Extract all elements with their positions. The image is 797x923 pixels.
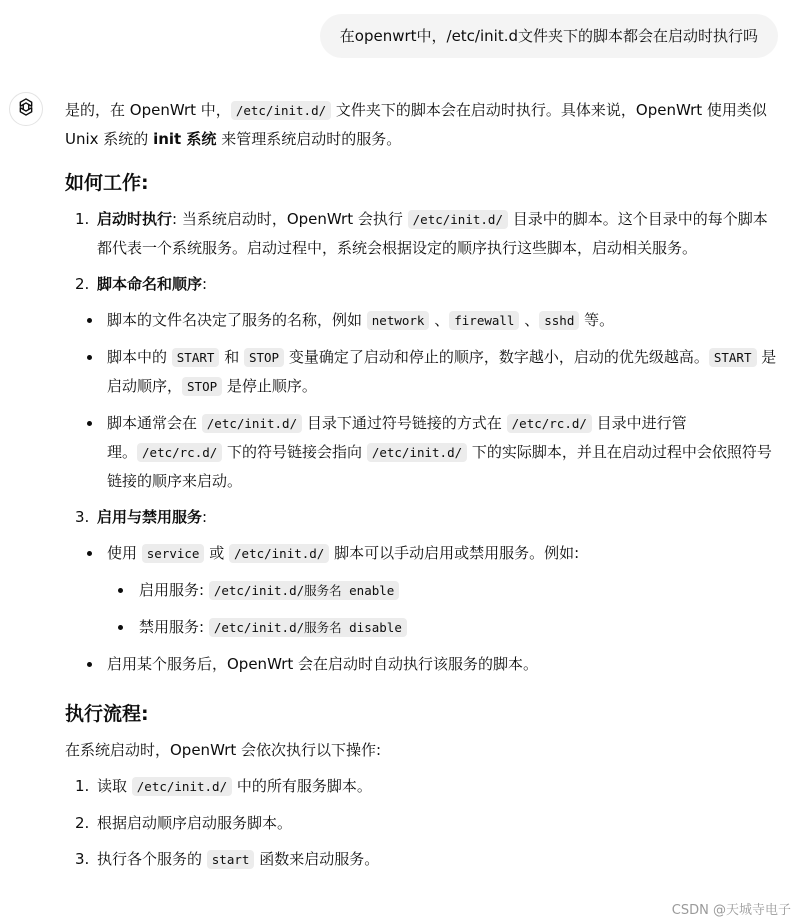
inline-code: sshd	[539, 311, 579, 330]
item-text: 下的符号链接会指向	[222, 443, 367, 461]
item-title: 启动时执行	[97, 210, 173, 228]
inline-code: firewall	[449, 311, 519, 330]
item-text: 函数来启动服务。	[254, 850, 380, 868]
inline-code: network	[367, 311, 430, 330]
item-text: 脚本的文件名决定了服务的名称，例如	[107, 311, 367, 329]
inline-code: STOP	[182, 377, 222, 396]
enable-disable-bullets	[75, 539, 781, 678]
inline-code: service	[142, 544, 205, 563]
list-item	[75, 539, 781, 642]
item-text: 目录中进行管理。	[107, 414, 687, 461]
user-message-text: 在openwrt中，/etc/init.d文件夹下的脚本都会在启动时执行吗	[339, 27, 758, 45]
item-text: 启用服务:	[139, 581, 209, 599]
intro-text: 来管理系统启动时的服务。	[216, 130, 402, 148]
list-number: 3.	[75, 850, 90, 868]
inline-code: START	[709, 348, 757, 367]
inline-code: /etc/init.d/服务名 disable	[209, 618, 407, 637]
csdn-watermark: CSDN @天城寺电子	[671, 903, 791, 918]
item-text: 执行各个服务的	[97, 850, 207, 868]
intro-text: 是的，在 OpenWrt 中，	[65, 101, 231, 119]
item-text: 、	[519, 311, 540, 329]
section-heading-how-it-works: 如何工作:	[65, 172, 149, 194]
inline-code: /etc/init.d/	[132, 777, 232, 796]
item-text: 启用某个服务后，OpenWrt 会在启动时自动执行该服务的脚本。	[107, 655, 539, 673]
item-text: 读取	[97, 777, 132, 795]
inline-code: /etc/rc.d/	[137, 443, 222, 462]
item-text: 脚本中的	[107, 348, 172, 366]
list-item	[75, 650, 781, 678]
item-text: :	[202, 275, 208, 293]
list-item	[75, 809, 781, 837]
answer-intro	[65, 96, 781, 153]
item-text: 等。	[579, 311, 615, 329]
list-number: 1.	[75, 777, 90, 795]
list-number: 2.	[75, 814, 90, 832]
item-text: 下的实际脚本，并且在启动过程中会依照符号链接的顺序来启动。	[107, 443, 772, 490]
execution-flow-intro: 在系统启动时，OpenWrt 会依次执行以下操作:	[65, 741, 382, 759]
list-number: 3.	[75, 508, 90, 526]
assistant-avatar	[9, 92, 43, 126]
item-text: 禁用服务:	[139, 618, 209, 636]
inline-code: /etc/init.d/	[408, 210, 508, 229]
item-text: : 当系统启动时，OpenWrt 会执行	[172, 210, 408, 228]
list-item	[75, 306, 781, 335]
inline-code: /etc/init.d/	[231, 101, 331, 120]
inline-code: /etc/init.d/	[202, 414, 302, 433]
inline-code: /etc/rc.d/	[507, 414, 592, 433]
assistant-answer	[65, 96, 781, 874]
list-item	[75, 205, 781, 262]
item-text: 根据启动顺序启动服务脚本。	[97, 814, 293, 832]
item-title: 启用与禁用服务	[97, 508, 203, 526]
intro-bold: init 系统	[153, 130, 217, 148]
list-item	[75, 270, 781, 495]
execution-flow-list	[75, 772, 781, 874]
inline-code: /etc/init.d/	[229, 544, 329, 563]
naming-order-bullets	[75, 306, 781, 495]
inline-code: /etc/init.d/	[367, 443, 467, 462]
item-text: 变量确定了启动和停止的顺序，数字越小，启动的优先级越高。	[284, 348, 709, 366]
item-text: 目录下通过符号链接的方式在	[302, 414, 507, 432]
list-item	[107, 613, 781, 642]
item-text: 是启动顺序，	[107, 348, 777, 395]
inline-code: start	[207, 850, 255, 869]
section-heading-execution-flow: 执行流程:	[65, 703, 149, 725]
list-item	[75, 409, 781, 495]
inline-code: START	[172, 348, 220, 367]
list-item	[75, 343, 781, 401]
item-title: 脚本命名和顺序	[97, 275, 203, 293]
item-text: 中的所有服务脚本。	[232, 777, 372, 795]
list-item	[75, 845, 781, 874]
item-text: 或	[204, 544, 230, 562]
item-text: 是停止顺序。	[222, 377, 317, 395]
item-text: 脚本通常会在	[107, 414, 202, 432]
user-message-bubble	[320, 14, 778, 58]
inline-code: STOP	[244, 348, 284, 367]
command-examples	[107, 576, 781, 642]
list-number: 1.	[75, 210, 90, 228]
list-item	[107, 576, 781, 605]
item-text: 脚本可以手动启用或禁用服务。例如:	[329, 544, 580, 562]
inline-code: /etc/init.d/服务名 enable	[209, 581, 400, 600]
item-text: 和	[219, 348, 244, 366]
list-item	[75, 503, 781, 678]
item-text: 目录中的脚本。这个目录中的每个脚本都代表一个系统服务。启动过程中，系统会根据设定的顺序执行这些脚本，启动相关服务。	[97, 210, 768, 257]
list-item	[75, 772, 781, 801]
how-it-works-list	[75, 205, 781, 678]
openai-logo-icon	[15, 96, 37, 122]
list-number: 2.	[75, 275, 90, 293]
item-text: :	[202, 508, 208, 526]
intro-text: 文件夹下的脚本会在启动时执行。具体来说，OpenWrt 使用类似 Unix 系统的	[65, 101, 767, 148]
item-text: 、	[429, 311, 450, 329]
item-text: 使用	[107, 544, 142, 562]
